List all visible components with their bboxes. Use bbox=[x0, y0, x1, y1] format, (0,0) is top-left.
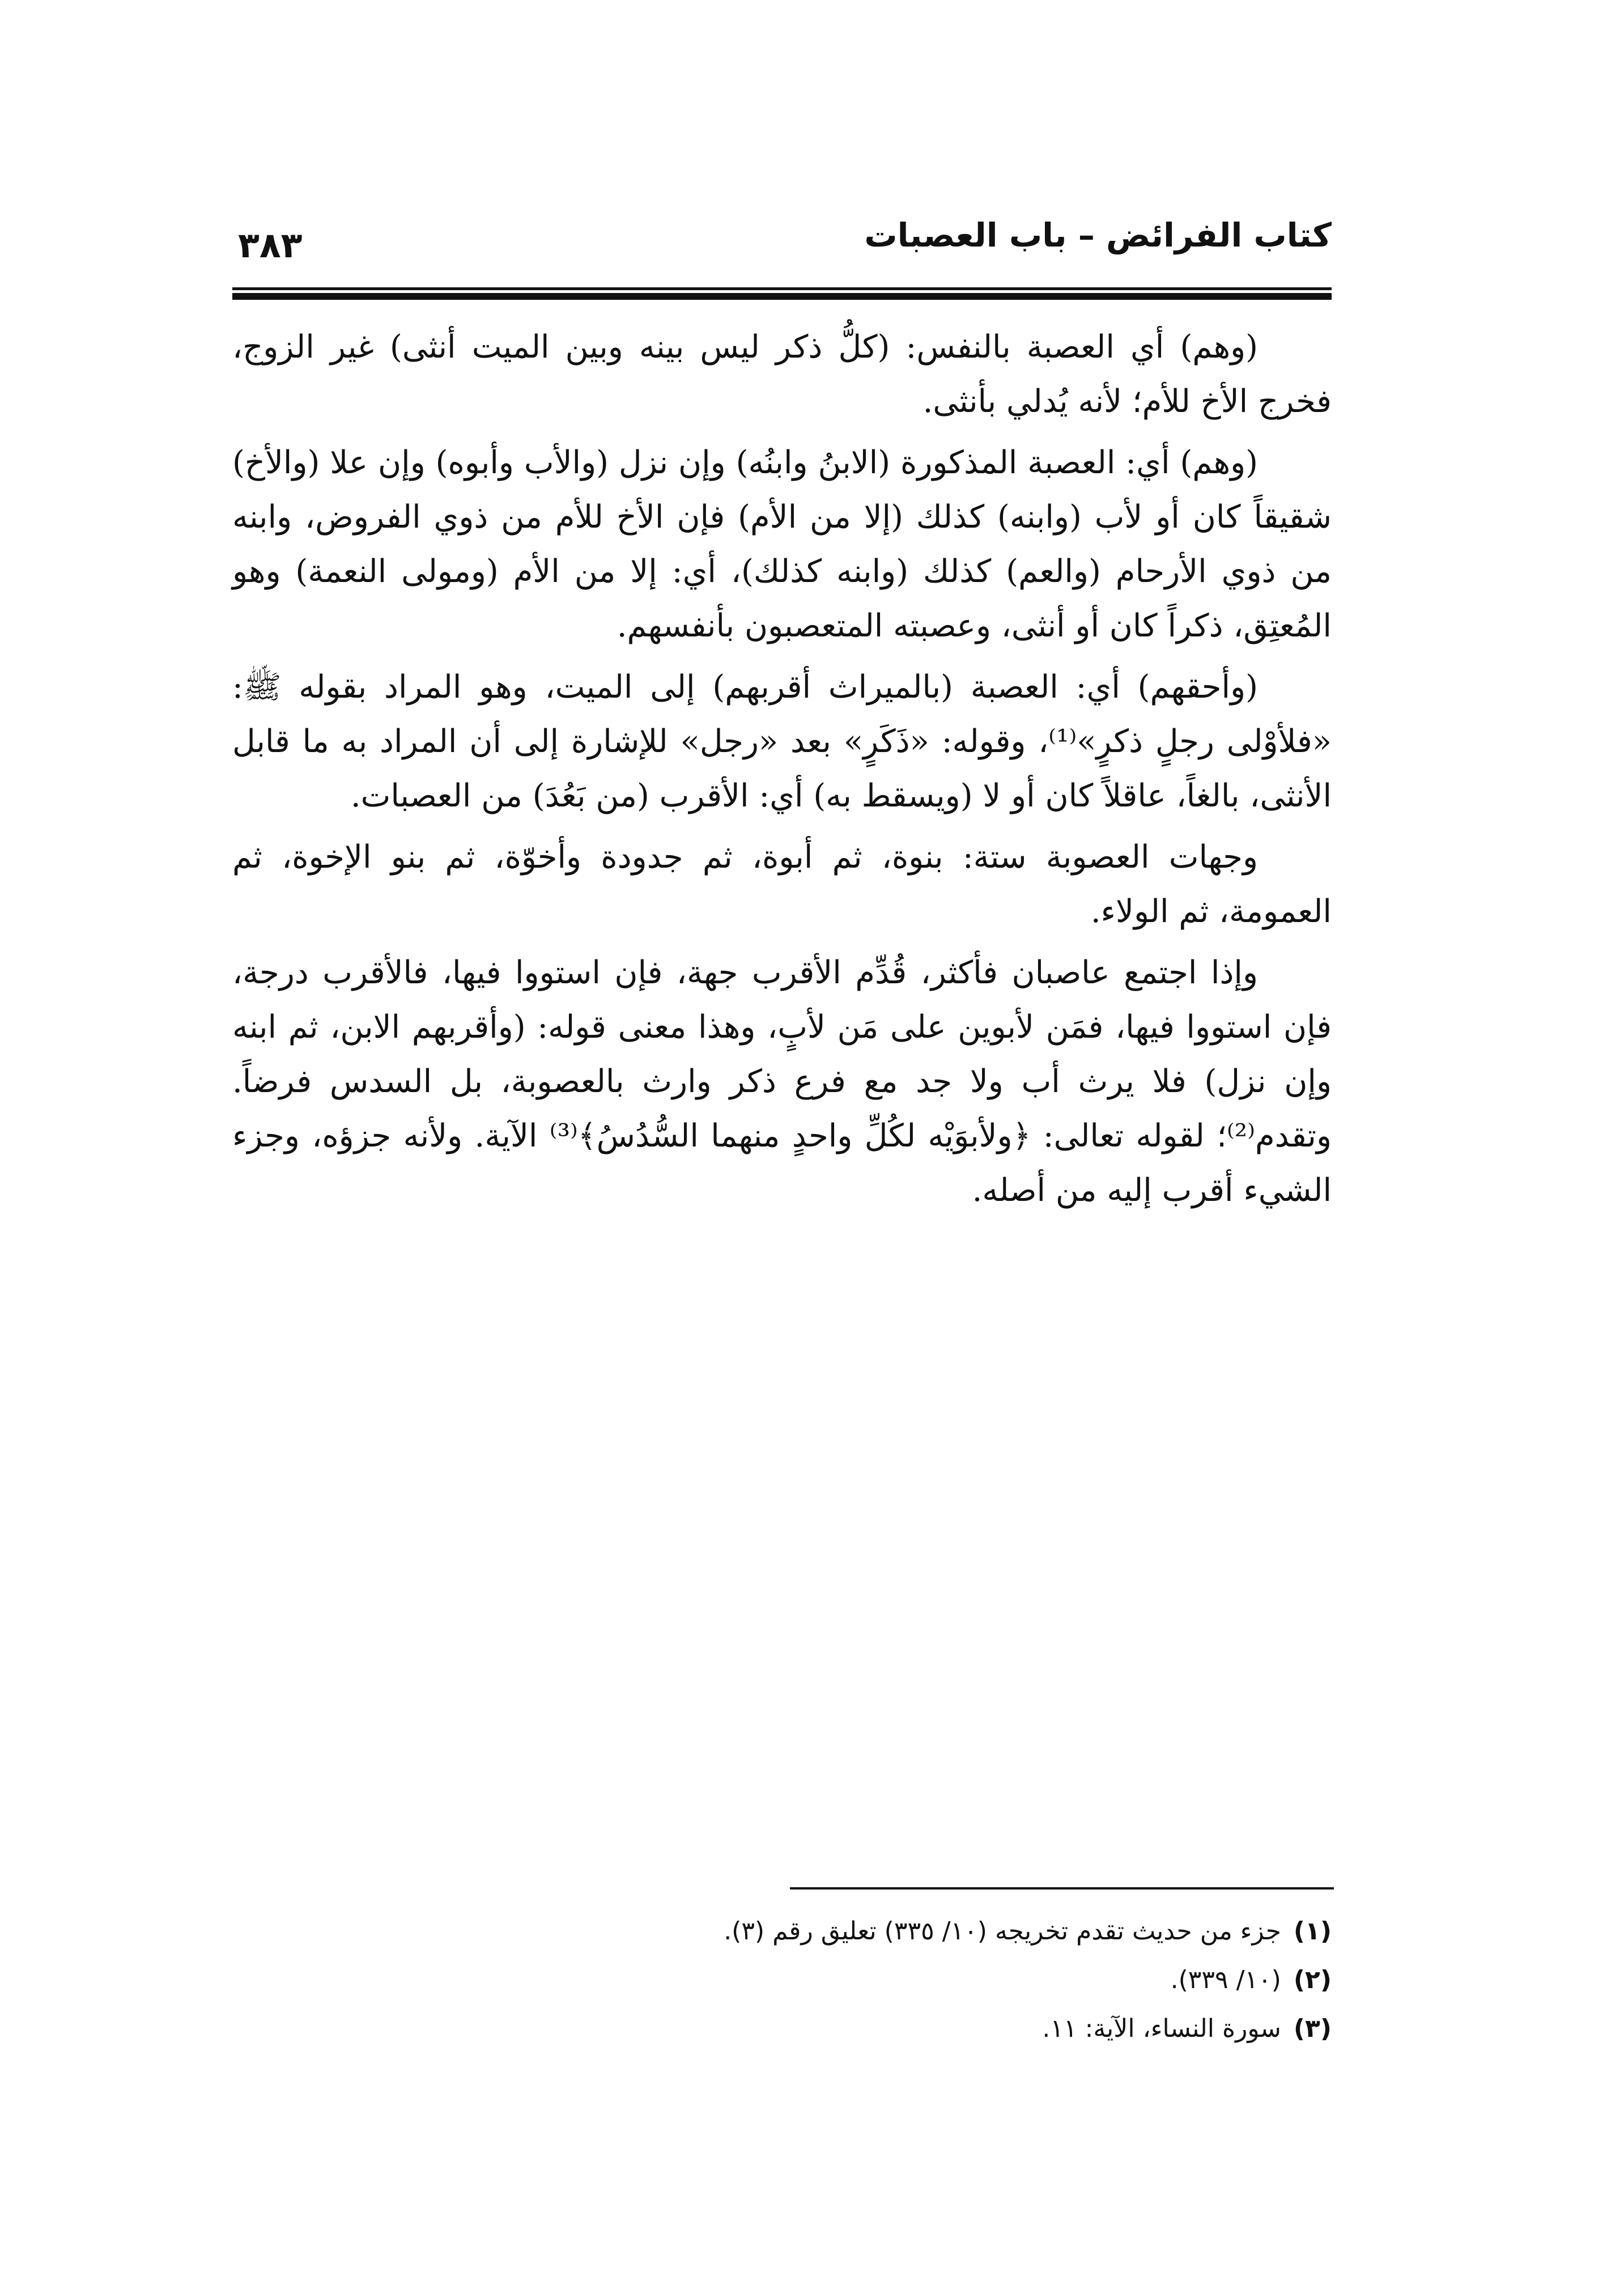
header-rule-thick bbox=[232, 293, 1332, 300]
running-header bbox=[232, 213, 1332, 281]
footnote bbox=[232, 2005, 1332, 2053]
running-header-title: كتاب الفرائض – باب العصبات bbox=[864, 216, 1332, 254]
main-text bbox=[232, 320, 1332, 1218]
footnote bbox=[232, 1956, 1332, 2005]
paragraph: (وأحقهم) أي: العصبة (بالميراث أقربهم) إلى الميت، وهو المراد بقوله ﷺ: «فلأوْلى رجلٍ ذكرٍ»⁽¹⁾، وقوله: «ذَكَرٍ» بعد «رجل» للإشارة إلى أن المراد به ما قابل الأنثى، بالغاً، عاقلاً كان أو لا (ويسقط به) أي: الأقرب (من بَعُدَ) من العصبات. bbox=[232, 669, 1332, 814]
footnote-separator bbox=[790, 1887, 1334, 1889]
paragraph: وجهات العصوبة ستة: بنوة، ثم أبوة، ثم جدودة وأخوّة، ثم بنو الإخوة، ثم العمومة، ثم الولاء. bbox=[232, 839, 1332, 930]
footnote bbox=[232, 1907, 1332, 1956]
footnote-marker: (٢) bbox=[1293, 1965, 1332, 1994]
page-number: ٣٨٣ bbox=[238, 224, 303, 266]
footnote-text: جزء من حديث تقدم تخريجه (١٠/ ٣٣٥) تعليق رقم (٣). bbox=[724, 1917, 1281, 1946]
footnote-marker: (٣) bbox=[1293, 2014, 1332, 2043]
footnote-text: سورة النساء، الآية: ١١. bbox=[1042, 2014, 1281, 2043]
footnote-marker: (١) bbox=[1293, 1917, 1332, 1946]
paragraph: وإذا اجتمع عاصبان فأكثر، قُدِّم الأقرب جهة، فإن استووا فيها، فالأقرب درجة، فإن استووا فيها، فمَن لأبوين على مَن لأبٍ، وهذا معنى قوله: (وأقربهم الابن، ثم ابنه وإن نزل) فلا يرث أب ولا جد مع فرع ذكر وارث بالعصوبة، بل السدس فرضاً. وتقدم⁽²⁾؛ لقوله تعالى: ﴿ولأبوَيْه لكُلِّ واحدٍ منهما السُّدُسُ﴾⁽³⁾ الآية. ولأنه جزؤه، وجزء الشيء أقرب إليه من أصله. bbox=[232, 954, 1332, 1209]
footnote-text: (١٠/ ٣٣٩). bbox=[1170, 1965, 1281, 1994]
footnotes bbox=[232, 1907, 1332, 2053]
paragraph: (وهم) أي: العصبة المذكورة (الابنُ وابنُه) وإن نزل (والأب وأبوه) وإن علا (والأخ) شقيقاً كان أو لأب (وابنه) كذلك (إلا من الأم) فإن الأخ للأم من ذوي الفروض، وابنه من ذوي الأرحام (والعم) كذلك (وابنه كذلك)، أي: إلا من الأم (ومولى النعمة) وهو المُعتِق، ذكراً كان أو أنثى، وعصبته المتعصبون بأنفسهم. bbox=[232, 444, 1332, 644]
header-rule-thin bbox=[232, 287, 1332, 290]
paragraph: (وهم) أي العصبة بالنفس: (كلُّ ذكر ليس بينه وبين الميت أنثى) غير الزوج، فخرج الأخ للأم؛ لأنه يُدلي بأنثى. bbox=[232, 329, 1332, 420]
